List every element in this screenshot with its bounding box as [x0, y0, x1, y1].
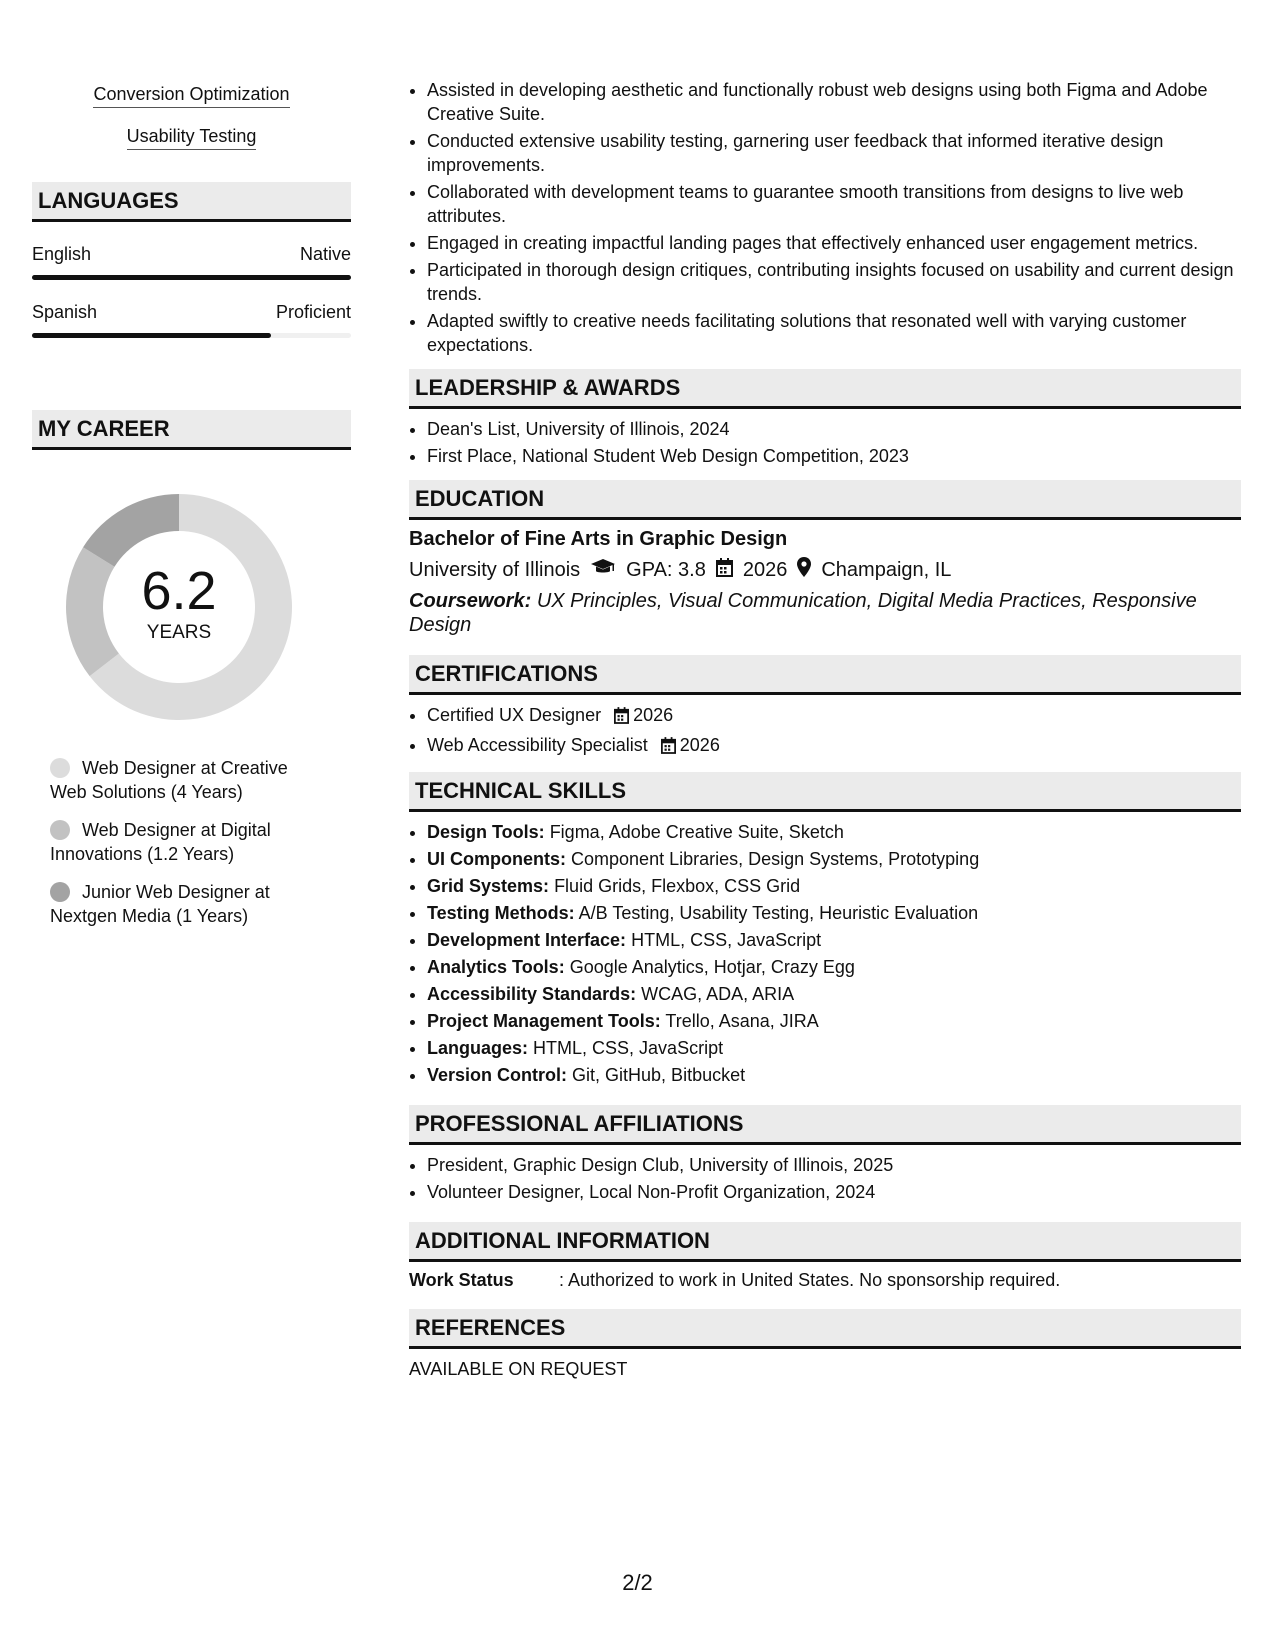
graduation-year: 2026 — [742, 558, 788, 581]
list-item: • Accessibility Standards: WCAG, ADA, ARIA — [427, 982, 1241, 1006]
career-legend-item: Web Designer at Creative Web Solutions (4 Years) — [50, 758, 288, 802]
career-total: 6.2 — [141, 561, 217, 621]
skill-tag: Conversion Optimization — [32, 84, 351, 108]
language-bar — [32, 333, 351, 338]
work-status — [409, 1270, 1241, 1291]
list-item: • Participated in thorough design critiques, contributing insights focused on usability and current design trends. — [427, 258, 1241, 306]
list-item: • Volunteer Designer, Local Non-Profit Organization, 2024 — [427, 1180, 1241, 1204]
sidebar — [32, 84, 351, 942]
legend-dot — [50, 882, 70, 902]
main-content — [409, 78, 1241, 1380]
references-text: AVAILABLE ON REQUEST — [409, 1359, 628, 1379]
list-item: • UI Components: Component Libraries, Design Systems, Prototyping — [427, 847, 1241, 871]
calendar-icon — [716, 558, 733, 583]
list-item: • Testing Methods: A/B Testing, Usability Testing, Heuristic Evaluation — [427, 901, 1241, 925]
list-item: • President, Graphic Design Club, University of Illinois, 2025 — [427, 1153, 1241, 1177]
certifications-list — [409, 703, 1241, 760]
legend-dot — [50, 820, 70, 840]
donut-slice-2 — [83, 494, 179, 567]
language-level: Proficient — [275, 302, 351, 322]
school: University of Illinois — [409, 558, 581, 581]
list-item: • Dean's List, University of Illinois, 2024 — [427, 417, 1241, 441]
affiliations-list — [409, 1153, 1241, 1204]
list-item: • Design Tools: Figma, Adobe Creative Suite, Sketch — [427, 820, 1241, 844]
list-item: • Project Management Tools: Trello, Asana, JIRA — [427, 1009, 1241, 1033]
education-details — [409, 557, 1241, 583]
career-donut — [66, 494, 292, 720]
list-item: • Assisted in developing aesthetic and functionally robust web designs using both Figma and Adobe Creative Suite. — [427, 78, 1241, 126]
language-bar — [32, 275, 351, 280]
calendar-icon — [661, 736, 676, 760]
list-item: • Languages: HTML, CSS, JavaScript — [427, 1036, 1241, 1060]
additional-info-heading: ADDITIONAL INFORMATION — [409, 1222, 1241, 1262]
skill-tag: Usability Testing — [32, 126, 351, 150]
leadership-list — [409, 417, 1241, 468]
list-item: • First Place, National Student Web Design Competition, 2023 — [427, 444, 1241, 468]
language-english — [32, 244, 351, 280]
technical-skills-heading: TECHNICAL SKILLS — [409, 772, 1241, 812]
legend-dot — [50, 758, 70, 778]
list-item: • Certified UX Designer 2026 — [427, 703, 1241, 730]
list-item: • Adapted swiftly to creative needs facilitating solutions that resonated well with varying customer expectations. — [427, 309, 1241, 357]
language-level: Native — [299, 244, 351, 264]
career-unit: YEARS — [146, 622, 212, 643]
work-status-label: Work Status — [409, 1270, 514, 1290]
education-heading: EDUCATION — [409, 480, 1241, 520]
coursework: Coursework: UX Principles, Visual Communication, Digital Media Practices, Responsive Design — [409, 590, 1197, 636]
language-name: Spanish — [32, 302, 98, 322]
career-legend — [32, 756, 351, 928]
certifications-heading: CERTIFICATIONS — [409, 655, 1241, 695]
languages-heading: LANGUAGES — [32, 182, 351, 222]
work-status-value: : Authorized to work in United States. No sponsorship required. — [559, 1270, 1061, 1290]
degree: Bachelor of Fine Arts in Graphic Design — [409, 528, 788, 550]
language-spanish — [32, 302, 351, 338]
leadership-heading: LEADERSHIP & AWARDS — [409, 369, 1241, 409]
list-item: • Development Interface: HTML, CSS, JavaScript — [427, 928, 1241, 952]
page-number: 2/2 — [622, 1570, 653, 1595]
career-legend-item: Web Designer at Digital Innovations (1.2 Years) — [50, 820, 271, 864]
list-item: • Conducted extensive usability testing, garnering user feedback that informed iterative design improvements. — [427, 129, 1241, 177]
list-item: • Collaborated with development teams to guarantee smooth transitions from designs to live web attributes. — [427, 180, 1241, 228]
calendar-icon — [614, 706, 629, 730]
affiliations-heading: PROFESSIONAL AFFILIATIONS — [409, 1105, 1241, 1145]
graduation-cap-icon — [590, 558, 616, 582]
list-item: • Grid Systems: Fluid Grids, Flexbox, CSS Grid — [427, 874, 1241, 898]
career-heading: MY CAREER — [32, 410, 351, 450]
location: Champaign, IL — [821, 558, 952, 581]
list-item: • Analytics Tools: Google Analytics, Hotjar, Crazy Egg — [427, 955, 1241, 979]
experience-bullets — [409, 78, 1241, 357]
career-legend-item: Junior Web Designer at Nextgen Media (1 Years) — [50, 882, 270, 926]
gpa: GPA: 3.8 — [626, 558, 706, 581]
technical-skills-list — [409, 820, 1241, 1087]
language-bar-fill — [32, 275, 351, 280]
list-item: • Version Control: Git, GitHub, Bitbucket — [427, 1063, 1241, 1087]
map-pin-icon — [797, 557, 811, 583]
list-item: • Engaged in creating impactful landing pages that effectively enhanced user engagement metrics. — [427, 231, 1241, 255]
list-item: • Web Accessibility Specialist 2026 — [427, 733, 1241, 760]
language-name: English — [32, 244, 92, 264]
references-heading: REFERENCES — [409, 1309, 1241, 1349]
language-bar-fill — [32, 333, 271, 338]
